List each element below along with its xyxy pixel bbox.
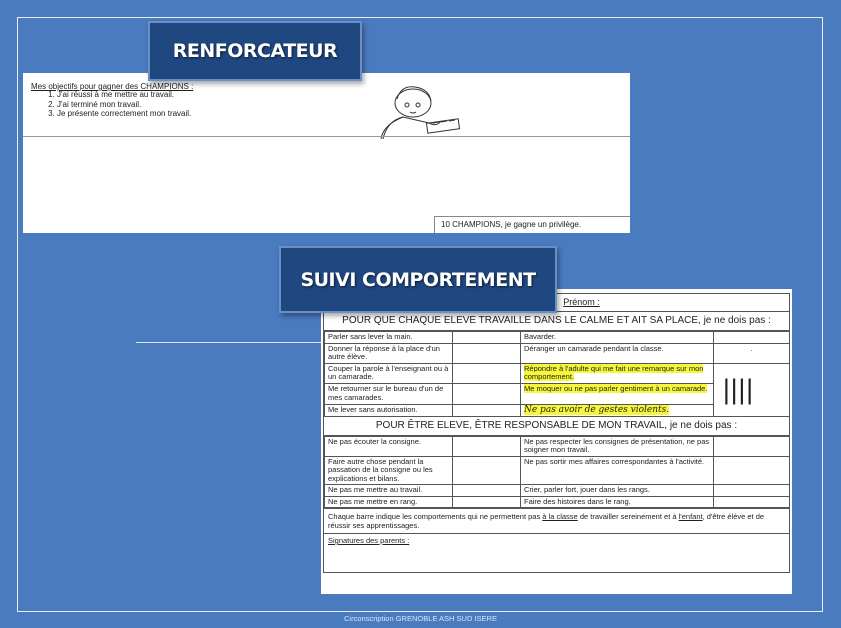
behavior-cell: Ne pas me mettre au travail. [325, 485, 453, 497]
privilege-box: 10 CHAMPIONS, je gagne un privilège. [434, 216, 630, 233]
section-heading-calme: POUR QUE CHAQUE ELEVE TRAVAILLE DANS LE CALME ET AIT SA PLACE, je ne dois pas : [324, 312, 789, 331]
table-row [325, 436, 790, 456]
section-heading-responsable: POUR ÊTRE ELEVE, ÊTRE RESPONSABLE DE MON TRAVAIL, je ne dois pas : [324, 417, 789, 436]
tally-marks: |||| [714, 363, 790, 416]
suivi-title: SUIVI COMPORTEMENT [279, 246, 557, 313]
table-row [325, 343, 790, 363]
table-row [325, 332, 790, 344]
behavior-cell: Couper la parole à l'enseignant ou à un camarade. [325, 363, 453, 384]
behavior-cell-highlighted: Me moquer ou ne pas parler gentiment à un camarade. [521, 384, 714, 405]
connector-line [136, 342, 322, 343]
renforcateur-title: RENFORCATEUR [148, 21, 362, 81]
behavior-cell: Déranger un camarade pendant la classe. [521, 343, 714, 363]
mark-cell: . [714, 343, 790, 363]
renforcateur-document [23, 73, 630, 233]
table-row [325, 485, 790, 497]
prenom-field: Prénom : [324, 294, 789, 312]
table-row [325, 496, 790, 508]
objective-item: 2. J'ai terminé mon travail. [57, 100, 191, 110]
behavior-cell: Me retourner sur le bureau d'un de mes camarades. [325, 384, 453, 405]
behavior-cell: Ne pas sortir mes affaires correspondantes à l'activité. [521, 456, 714, 485]
behavior-cell: Ne pas me mettre en rang. [325, 496, 453, 508]
behavior-cell: Ne pas écouter la consigne. [325, 436, 453, 456]
suivi-document [321, 289, 792, 594]
behavior-cell: Faire des histoires dans le rang. [521, 496, 714, 508]
footer-credit: Circonscription GRENOBLE ASH SUD ISERE [344, 614, 497, 623]
behavior-cell: Crier, parler fort, jouer dans les rangs. [521, 485, 714, 497]
table-row [325, 456, 790, 485]
objectives-heading: Mes objectifs pour gagner des CHAMPIONS : [31, 82, 194, 91]
behavior-cell: Me lever sans autorisation. [325, 404, 453, 416]
behavior-table-calme [324, 331, 790, 417]
divider [23, 136, 630, 137]
behavior-cell-handwritten: Ne pas avoir de gestes violents. [521, 404, 714, 416]
parent-signature-area: Signatures des parents : [324, 533, 789, 572]
behavior-cell: Donner la réponse à la place d'un autre élève. [325, 343, 453, 363]
behavior-cell: Parler sans lever la main. [325, 332, 453, 344]
objectives-list [43, 90, 191, 119]
behavior-table-responsable [324, 436, 790, 509]
explanation-note: Chaque barre indique les comportements qui ne permettent pas à la classe de travailler sereinement et à l'enfant, d'être élève et de réussir ses apprentissages. [324, 508, 789, 533]
behavior-cell-highlighted: Répondre à l'adulte qui me fait une remarque sur mon comportement. [521, 363, 714, 384]
behavior-cell: Faire autre chose pendant la passation de la consigne ou les explications et bilans. [325, 456, 453, 485]
behavior-cell: Ne pas respecter les consignes de présentation, ne pas soigner mon travail. [521, 436, 714, 456]
behavior-cell: Bavarder. [521, 332, 714, 344]
objective-item: 3. Je présente correctement mon travail. [57, 109, 191, 119]
table-row [325, 363, 790, 384]
objective-item: 1. J'ai réussi à me mettre au travail. [57, 90, 191, 100]
child-writing-illustration [363, 81, 463, 139]
